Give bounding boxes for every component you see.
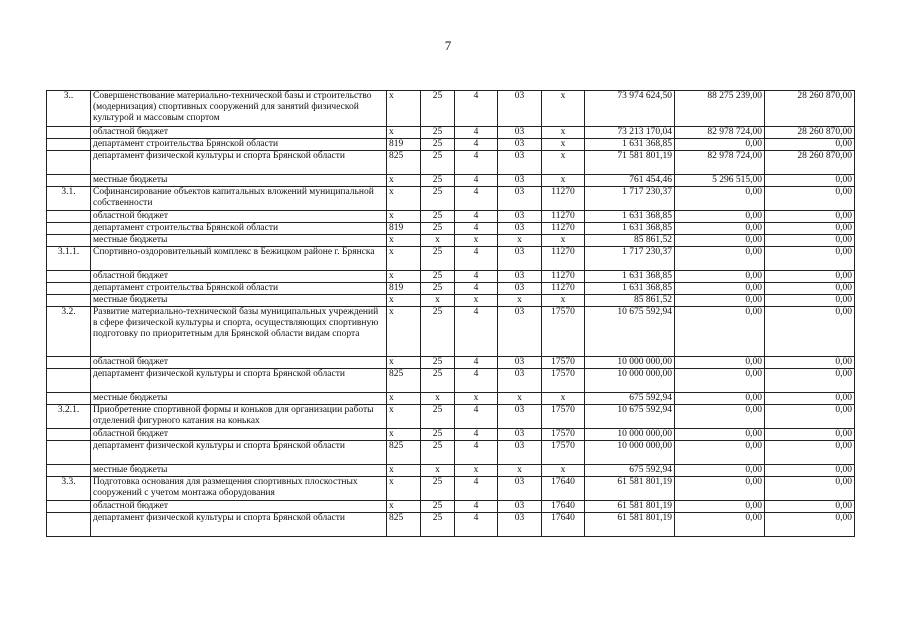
- item-number-cell: [47, 441, 91, 465]
- section-code-cell: 03: [498, 91, 542, 127]
- subprogram-code-cell: 4: [455, 283, 498, 295]
- item-name-cell: областной бюджет: [91, 357, 387, 369]
- admin-code-cell: х: [387, 477, 421, 501]
- subprogram-code-cell: 4: [455, 91, 498, 127]
- amount-2021-cell: 0,00: [675, 211, 765, 223]
- table-row: [47, 369, 855, 393]
- table-row: [47, 247, 855, 271]
- item-name-cell: местные бюджеты: [91, 465, 387, 477]
- program-code-cell: 25: [421, 247, 455, 271]
- admin-code-cell: х: [387, 465, 421, 477]
- amount-2020-cell: 1 717 230,37: [585, 247, 675, 271]
- item-name-cell: Подготовка основания для размещения спортивных плоскостных сооружений с учетом монтажа оборудования: [91, 477, 387, 501]
- program-code-cell: 25: [421, 369, 455, 393]
- admin-code-cell: х: [387, 91, 421, 127]
- table-row: [47, 295, 855, 307]
- amount-2022-cell: 0,00: [765, 501, 855, 513]
- subprogram-code-cell: 4: [455, 477, 498, 501]
- subprogram-code-cell: 4: [455, 247, 498, 271]
- amount-2020-cell: 71 581 801,19: [585, 151, 675, 175]
- section-code-cell: х: [498, 393, 542, 405]
- amount-2021-cell: 0,00: [675, 139, 765, 151]
- budget-table: [46, 90, 855, 537]
- subprogram-code-cell: 4: [455, 139, 498, 151]
- amount-2020-cell: 85 861,52: [585, 235, 675, 247]
- program-code-cell: 25: [421, 127, 455, 139]
- amount-2022-cell: 0,00: [765, 211, 855, 223]
- subprogram-code-cell: 4: [455, 223, 498, 235]
- admin-code-cell: х: [387, 127, 421, 139]
- amount-2022-cell: 0,00: [765, 247, 855, 271]
- section-code-cell: х: [498, 235, 542, 247]
- section-code-cell: 03: [498, 441, 542, 465]
- amount-2020-cell: 85 861,52: [585, 295, 675, 307]
- amount-2021-cell: 0,00: [675, 513, 765, 537]
- amount-2021-cell: 0,00: [675, 393, 765, 405]
- item-name-cell: департамент физической культуры и спорта Брянской области: [91, 441, 387, 465]
- program-code-cell: х: [421, 393, 455, 405]
- target-code-cell: 17570: [542, 369, 585, 393]
- amount-2020-cell: 61 581 801,19: [585, 477, 675, 501]
- table-row: [47, 477, 855, 501]
- item-number-cell: 3.1.: [47, 187, 91, 211]
- program-code-cell: 25: [421, 211, 455, 223]
- subprogram-code-cell: 4: [455, 501, 498, 513]
- admin-code-cell: 819: [387, 139, 421, 151]
- program-code-cell: 25: [421, 283, 455, 295]
- amount-2020-cell: 61 581 801,19: [585, 513, 675, 537]
- target-code-cell: х: [542, 151, 585, 175]
- amount-2020-cell: 1 631 368,85: [585, 139, 675, 151]
- amount-2020-cell: 73 974 624,50: [585, 91, 675, 127]
- amount-2020-cell: 1 631 368,85: [585, 271, 675, 283]
- table-row: [47, 175, 855, 187]
- item-number-cell: 3.3.: [47, 477, 91, 501]
- section-code-cell: х: [498, 465, 542, 477]
- amount-2022-cell: 0,00: [765, 393, 855, 405]
- amount-2022-cell: 0,00: [765, 369, 855, 393]
- amount-2021-cell: 0,00: [675, 247, 765, 271]
- table-row: [47, 91, 855, 127]
- amount-2022-cell: 28 260 870,00: [765, 127, 855, 139]
- section-code-cell: 03: [498, 477, 542, 501]
- program-code-cell: 25: [421, 91, 455, 127]
- amount-2020-cell: 10 000 000,00: [585, 441, 675, 465]
- subprogram-code-cell: х: [455, 235, 498, 247]
- target-code-cell: 17570: [542, 429, 585, 441]
- amount-2021-cell: 0,00: [675, 501, 765, 513]
- section-code-cell: 03: [498, 307, 542, 357]
- admin-code-cell: х: [387, 235, 421, 247]
- subprogram-code-cell: 4: [455, 429, 498, 441]
- admin-code-cell: 819: [387, 223, 421, 235]
- admin-code-cell: х: [387, 175, 421, 187]
- admin-code-cell: 825: [387, 369, 421, 393]
- section-code-cell: 03: [498, 247, 542, 271]
- subprogram-code-cell: 4: [455, 513, 498, 537]
- admin-code-cell: х: [387, 357, 421, 369]
- amount-2020-cell: 73 213 170,04: [585, 127, 675, 139]
- target-code-cell: х: [542, 235, 585, 247]
- amount-2022-cell: 0,00: [765, 307, 855, 357]
- amount-2021-cell: 0,00: [675, 307, 765, 357]
- item-name-cell: Софинансирование объектов капитальных вложений муниципальной собственности: [91, 187, 387, 211]
- item-name-cell: областной бюджет: [91, 211, 387, 223]
- item-number-cell: [47, 465, 91, 477]
- table-row: [47, 307, 855, 357]
- target-code-cell: х: [542, 393, 585, 405]
- amount-2021-cell: 0,00: [675, 271, 765, 283]
- amount-2021-cell: 0,00: [675, 369, 765, 393]
- section-code-cell: 03: [498, 283, 542, 295]
- item-number-cell: [47, 283, 91, 295]
- target-code-cell: 11270: [542, 187, 585, 211]
- amount-2022-cell: 0,00: [765, 441, 855, 465]
- target-code-cell: 11270: [542, 223, 585, 235]
- subprogram-code-cell: х: [455, 465, 498, 477]
- item-number-cell: [47, 127, 91, 139]
- amount-2022-cell: 0,00: [765, 187, 855, 211]
- amount-2022-cell: 0,00: [765, 405, 855, 429]
- item-number-cell: [47, 139, 91, 151]
- item-number-cell: [47, 295, 91, 307]
- amount-2022-cell: 0,00: [765, 477, 855, 501]
- section-code-cell: 03: [498, 271, 542, 283]
- subprogram-code-cell: 4: [455, 271, 498, 283]
- target-code-cell: х: [542, 139, 585, 151]
- amount-2020-cell: 61 581 801,19: [585, 501, 675, 513]
- item-number-cell: [47, 223, 91, 235]
- amount-2021-cell: 0,00: [675, 357, 765, 369]
- amount-2021-cell: 0,00: [675, 223, 765, 235]
- subprogram-code-cell: 4: [455, 187, 498, 211]
- item-name-cell: местные бюджеты: [91, 295, 387, 307]
- amount-2021-cell: 0,00: [675, 295, 765, 307]
- subprogram-code-cell: 4: [455, 369, 498, 393]
- admin-code-cell: 825: [387, 513, 421, 537]
- item-number-cell: [47, 175, 91, 187]
- item-number-cell: 3..: [47, 91, 91, 127]
- item-name-cell: Приобретение спортивной формы и коньков для организации работы отделений фигурного катания на коньках: [91, 405, 387, 429]
- amount-2020-cell: 10 000 000,00: [585, 429, 675, 441]
- admin-code-cell: 825: [387, 441, 421, 465]
- table-row: [47, 405, 855, 429]
- amount-2022-cell: 0,00: [765, 283, 855, 295]
- program-code-cell: х: [421, 295, 455, 307]
- target-code-cell: 11270: [542, 211, 585, 223]
- item-name-cell: Совершенствование материально-технической базы и строительство (модернизация) спортивных сооружений для занятий физической культурой и массовым спортом: [91, 91, 387, 127]
- item-number-cell: 3.2.: [47, 307, 91, 357]
- section-code-cell: 03: [498, 369, 542, 393]
- amount-2020-cell: 761 454,46: [585, 175, 675, 187]
- table-row: [47, 211, 855, 223]
- item-name-cell: областной бюджет: [91, 127, 387, 139]
- item-name-cell: областной бюджет: [91, 429, 387, 441]
- section-code-cell: х: [498, 295, 542, 307]
- program-code-cell: 25: [421, 441, 455, 465]
- table-row: [47, 429, 855, 441]
- amount-2020-cell: 1 717 230,37: [585, 187, 675, 211]
- table-row: [47, 357, 855, 369]
- program-code-cell: 25: [421, 307, 455, 357]
- table-row: [47, 223, 855, 235]
- target-code-cell: 17640: [542, 477, 585, 501]
- section-code-cell: 03: [498, 139, 542, 151]
- item-name-cell: местные бюджеты: [91, 235, 387, 247]
- admin-code-cell: х: [387, 247, 421, 271]
- program-code-cell: 25: [421, 477, 455, 501]
- program-code-cell: 25: [421, 501, 455, 513]
- item-name-cell: департамент строительства Брянской области: [91, 223, 387, 235]
- table-row: [47, 139, 855, 151]
- amount-2021-cell: 0,00: [675, 477, 765, 501]
- subprogram-code-cell: 4: [455, 211, 498, 223]
- target-code-cell: 17640: [542, 513, 585, 537]
- table-row: [47, 127, 855, 139]
- program-code-cell: 25: [421, 429, 455, 441]
- section-code-cell: 03: [498, 357, 542, 369]
- target-code-cell: х: [542, 91, 585, 127]
- item-number-cell: 3.2.1.: [47, 405, 91, 429]
- admin-code-cell: 825: [387, 151, 421, 175]
- subprogram-code-cell: 4: [455, 357, 498, 369]
- target-code-cell: 11270: [542, 271, 585, 283]
- item-number-cell: 3.1.1.: [47, 247, 91, 271]
- amount-2022-cell: 0,00: [765, 139, 855, 151]
- item-name-cell: департамент физической культуры и спорта Брянской области: [91, 513, 387, 537]
- amount-2020-cell: 10 675 592,94: [585, 307, 675, 357]
- table-row: [47, 465, 855, 477]
- subprogram-code-cell: х: [455, 295, 498, 307]
- amount-2022-cell: 0,00: [765, 175, 855, 187]
- section-code-cell: 03: [498, 187, 542, 211]
- target-code-cell: 17570: [542, 405, 585, 429]
- target-code-cell: 11270: [542, 283, 585, 295]
- target-code-cell: 17570: [542, 357, 585, 369]
- section-code-cell: 03: [498, 175, 542, 187]
- program-code-cell: 25: [421, 357, 455, 369]
- table-row: [47, 235, 855, 247]
- amount-2022-cell: 0,00: [765, 271, 855, 283]
- item-name-cell: департамент строительства Брянской области: [91, 283, 387, 295]
- admin-code-cell: 819: [387, 283, 421, 295]
- section-code-cell: 03: [498, 223, 542, 235]
- amount-2020-cell: 1 631 368,85: [585, 211, 675, 223]
- item-number-cell: [47, 271, 91, 283]
- item-number-cell: [47, 211, 91, 223]
- section-code-cell: 03: [498, 127, 542, 139]
- subprogram-code-cell: 4: [455, 307, 498, 357]
- table-row: [47, 393, 855, 405]
- subprogram-code-cell: х: [455, 393, 498, 405]
- amount-2020-cell: 1 631 368,85: [585, 283, 675, 295]
- program-code-cell: 25: [421, 175, 455, 187]
- subprogram-code-cell: 4: [455, 175, 498, 187]
- amount-2020-cell: 675 592,94: [585, 465, 675, 477]
- amount-2020-cell: 1 631 368,85: [585, 223, 675, 235]
- table-row: [47, 271, 855, 283]
- amount-2021-cell: 0,00: [675, 235, 765, 247]
- section-code-cell: 03: [498, 429, 542, 441]
- item-number-cell: [47, 513, 91, 537]
- target-code-cell: 17570: [542, 441, 585, 465]
- amount-2021-cell: 0,00: [675, 465, 765, 477]
- subprogram-code-cell: 4: [455, 127, 498, 139]
- admin-code-cell: х: [387, 211, 421, 223]
- program-code-cell: 25: [421, 223, 455, 235]
- table-row: [47, 151, 855, 175]
- item-name-cell: Развитие материально-технической базы муниципальных учреждений в сфере физической культуры и спорта, осуществляющих спортивную подготовку по приоритетным для Брянской области видам спорта: [91, 307, 387, 357]
- amount-2021-cell: 0,00: [675, 429, 765, 441]
- amount-2022-cell: 0,00: [765, 357, 855, 369]
- item-name-cell: Спортивно-оздоровительный комплекс в Бежицком районе г. Брянска: [91, 247, 387, 271]
- amount-2020-cell: 675 592,94: [585, 393, 675, 405]
- target-code-cell: х: [542, 175, 585, 187]
- amount-2021-cell: 0,00: [675, 283, 765, 295]
- item-name-cell: департамент физической культуры и спорта Брянской области: [91, 151, 387, 175]
- program-code-cell: 25: [421, 151, 455, 175]
- amount-2022-cell: 28 260 870,00: [765, 91, 855, 127]
- program-code-cell: 25: [421, 513, 455, 537]
- item-name-cell: департамент строительства Брянской области: [91, 139, 387, 151]
- admin-code-cell: х: [387, 405, 421, 429]
- section-code-cell: 03: [498, 501, 542, 513]
- item-number-cell: [47, 393, 91, 405]
- section-code-cell: 03: [498, 513, 542, 537]
- amount-2021-cell: 0,00: [675, 405, 765, 429]
- program-code-cell: 25: [421, 271, 455, 283]
- section-code-cell: 03: [498, 211, 542, 223]
- amount-2020-cell: 10 000 000,00: [585, 369, 675, 393]
- admin-code-cell: х: [387, 501, 421, 513]
- amount-2022-cell: 0,00: [765, 465, 855, 477]
- amount-2022-cell: 0,00: [765, 513, 855, 537]
- table-row: [47, 513, 855, 537]
- admin-code-cell: х: [387, 307, 421, 357]
- section-code-cell: 03: [498, 405, 542, 429]
- table-row: [47, 501, 855, 513]
- amount-2020-cell: 10 000 000,00: [585, 357, 675, 369]
- admin-code-cell: х: [387, 271, 421, 283]
- amount-2022-cell: 0,00: [765, 235, 855, 247]
- amount-2022-cell: 0,00: [765, 223, 855, 235]
- amount-2022-cell: 0,00: [765, 295, 855, 307]
- amount-2021-cell: 88 275 239,00: [675, 91, 765, 127]
- item-number-cell: [47, 501, 91, 513]
- amount-2021-cell: 5 296 515,00: [675, 175, 765, 187]
- target-code-cell: х: [542, 465, 585, 477]
- item-name-cell: областной бюджет: [91, 271, 387, 283]
- item-name-cell: местные бюджеты: [91, 393, 387, 405]
- item-number-cell: [47, 151, 91, 175]
- section-code-cell: 03: [498, 151, 542, 175]
- admin-code-cell: х: [387, 393, 421, 405]
- target-code-cell: х: [542, 127, 585, 139]
- table-row: [47, 283, 855, 295]
- item-name-cell: местные бюджеты: [91, 175, 387, 187]
- amount-2021-cell: 0,00: [675, 187, 765, 211]
- page-number: 7: [444, 38, 452, 53]
- target-code-cell: 17570: [542, 307, 585, 357]
- amount-2021-cell: 0,00: [675, 441, 765, 465]
- subprogram-code-cell: 4: [455, 405, 498, 429]
- item-name-cell: департамент физической культуры и спорта Брянской области: [91, 369, 387, 393]
- subprogram-code-cell: 4: [455, 151, 498, 175]
- amount-2020-cell: 10 675 592,94: [585, 405, 675, 429]
- target-code-cell: 17640: [542, 501, 585, 513]
- program-code-cell: х: [421, 465, 455, 477]
- table-row: [47, 187, 855, 211]
- amount-2021-cell: 82 978 724,00: [675, 127, 765, 139]
- program-code-cell: х: [421, 235, 455, 247]
- subprogram-code-cell: 4: [455, 441, 498, 465]
- item-number-cell: [47, 235, 91, 247]
- program-code-cell: 25: [421, 187, 455, 211]
- admin-code-cell: х: [387, 187, 421, 211]
- target-code-cell: 11270: [542, 247, 585, 271]
- target-code-cell: х: [542, 295, 585, 307]
- amount-2021-cell: 82 978 724,00: [675, 151, 765, 175]
- admin-code-cell: х: [387, 429, 421, 441]
- item-number-cell: [47, 357, 91, 369]
- item-number-cell: [47, 429, 91, 441]
- program-code-cell: 25: [421, 405, 455, 429]
- admin-code-cell: х: [387, 295, 421, 307]
- table-body: [47, 91, 855, 537]
- amount-2022-cell: 0,00: [765, 429, 855, 441]
- amount-2022-cell: 28 260 870,00: [765, 151, 855, 175]
- item-name-cell: областной бюджет: [91, 501, 387, 513]
- program-code-cell: 25: [421, 139, 455, 151]
- item-number-cell: [47, 369, 91, 393]
- table-row: [47, 441, 855, 465]
